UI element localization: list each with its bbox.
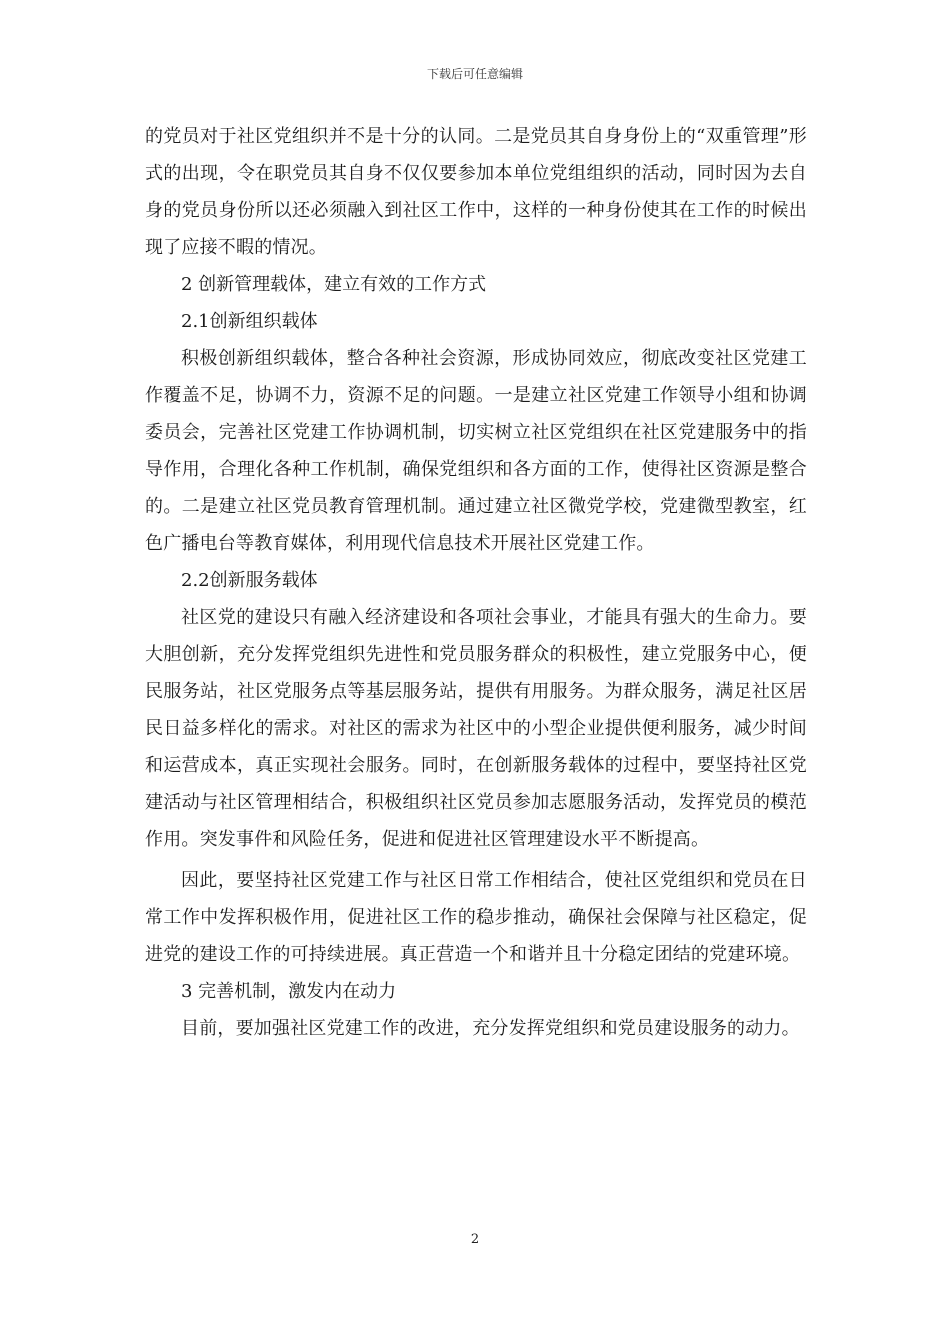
- document-body: [145, 118, 807, 1047]
- subsection-heading-2-2: 2.2创新服务载体: [181, 570, 318, 591]
- page-number: 2: [470, 1232, 480, 1247]
- paragraph-mechanism: 目前，要加强社区党建工作的改进，充分发挥党组织和党员建设服务的动力。: [181, 1018, 800, 1039]
- section-heading-2: 2 创新管理载体，建立有效的工作方式: [181, 274, 487, 295]
- section-heading-3: 3 完善机制，激发内在动力: [181, 981, 397, 1002]
- paragraph-organization-carrier: 积极创新组织载体，整合各种社会资源，形成协同效应，彻底改变社区党建工作覆盖不足，协调不力，资源不足的问题。一是建立社区党建工作领导小组和协调委员会，完善社区党建工作协调机制，切实树立社区党组织在社区党建服务中的指导作用，合理化各种工作机制，确保党组织和各方面的工作，使得社区资源是整合的。二是建立社区党员教育管理机制。通过建立社区微党学校，党建微型教室，红色广播电台等教育媒体，利用现代信息技术开展社区党建工作。: [145, 348, 807, 554]
- paragraph-continued: 的党员对于社区党组织并不是十分的认同。二是党员其自身身份上的“双重管理”形式的出现，令在职党员其自身不仅仅要参加本单位党组组织的活动，同时因为去自身的党员身份所以还必须融入到社区工作中，这样的一种身份使其在工作的时候出现了应接不暇的情况。: [145, 126, 807, 258]
- paragraph-conclusion: 因此，要坚持社区党建工作与社区日常工作相结合，使社区党组织和党员在日常工作中发挥积极作用，促进社区工作的稳步推动，确保社会保障与社区稳定，促进党的建设工作的可持续进展。真正营造一个和谐并且十分稳定团结的党建环境。: [145, 870, 807, 965]
- page-header: 下载后可任意编辑: [426, 67, 523, 81]
- paragraph-service-carrier: 社区党的建设只有融入经济建设和各项社会事业，才能具有强大的生命力。要大胆创新，充分发挥党组织先进性和党员服务群众的积极性，建立党服务中心，便民服务站，社区党服务点等基层服务站，提供有用服务。为群众服务，满足社区居民日益多样化的需求。对社区的需求为社区中的小型企业提供便利服务，减少时间和运营成本，真正实现社会服务。同时，在创新服务载体的过程中，要坚持社区党建活动与社区管理相结合，积极组织社区党员参加志愿服务活动，发挥党员的模范作用。突发事件和风险任务，促进和促进社区管理建设水平不断提高。: [145, 607, 807, 850]
- subsection-heading-2-1: 2.1创新组织载体: [181, 311, 318, 332]
